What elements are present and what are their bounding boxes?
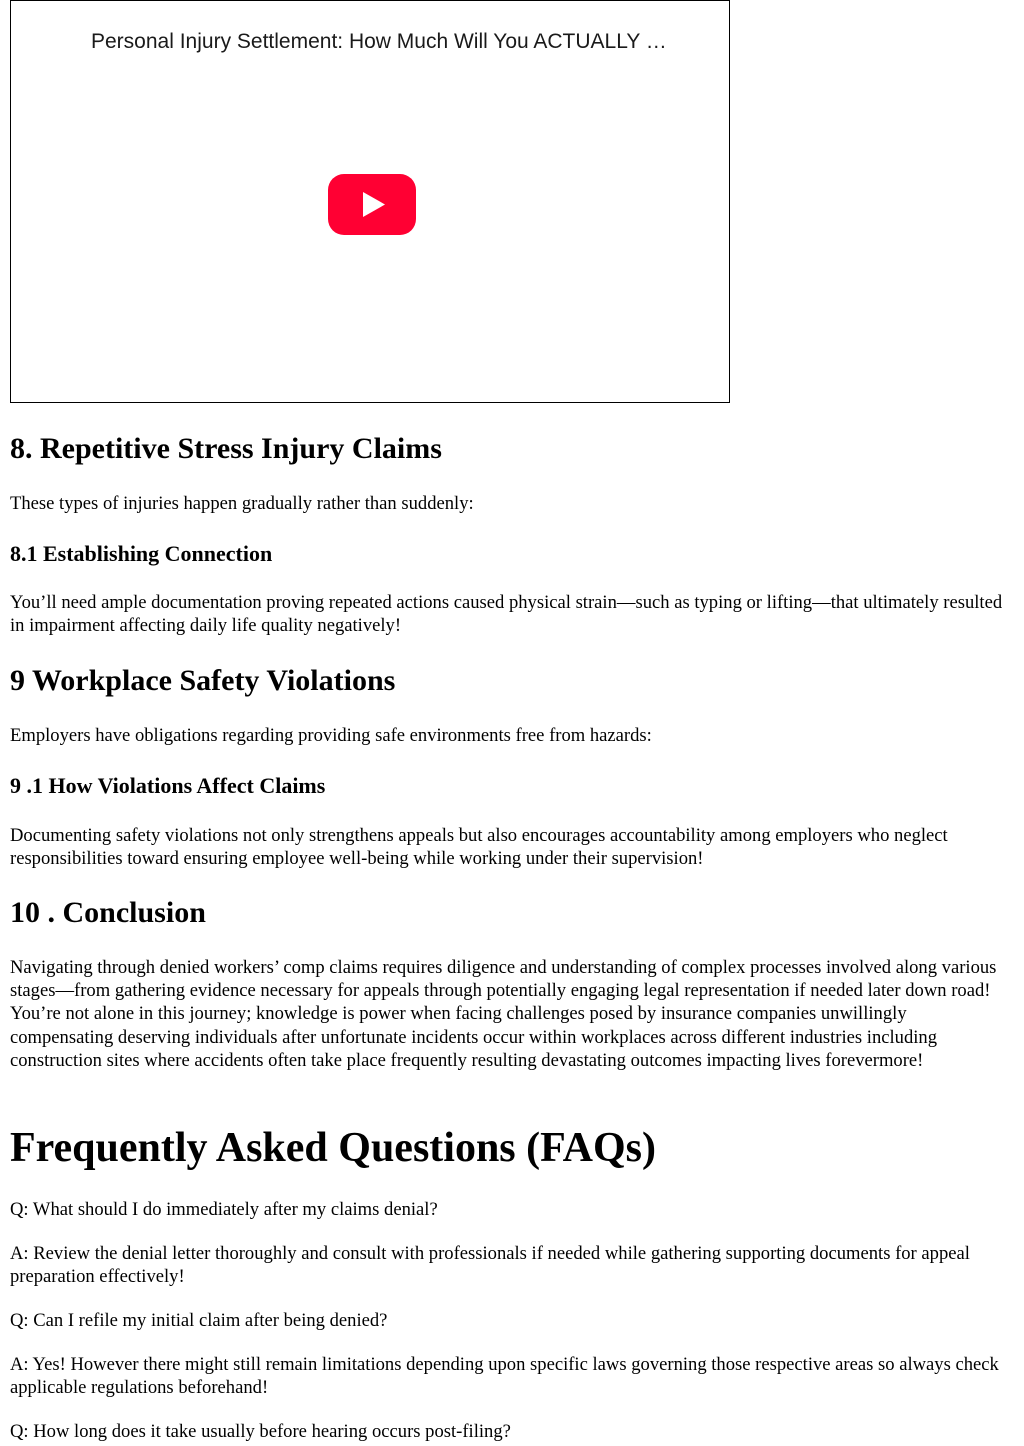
faq-heading: Frequently Asked Questions (FAQs) (10, 1125, 656, 1171)
subsection-heading: 9 .1 How Violations Affect Claims (10, 773, 326, 798)
faq-question: Q: Can I refile my initial claim after being denied? (10, 1310, 388, 1331)
faq-answer: A: Yes! However there might still remain limitations depending upon specific laws governing those respective areas so always check applicable regulations beforehand! (10, 1354, 999, 1399)
paragraph: Navigating through denied workers’ comp claims requires diligence and understanding of complex processes involved along various stages—from gathering evidence necessary for appeals through potentially engaging legal representation if needed later down road! You’re not alone in this journey; knowledge is power when facing challenges posed by insurance companies unwillingly compensating deserving individuals after unfortunate incidents occur within workplaces across different industries including construction sites where accidents often take place frequently resulting devastating outcomes impacting lives forevermore! (10, 957, 997, 1071)
video-title[interactable]: Personal Injury Settlement: How Much Will You ACTUALLY … (91, 30, 667, 53)
faq-question: Q: How long does it take usually before hearing occurs post-filing? (10, 1421, 511, 1442)
youtube-play-icon[interactable] (328, 174, 416, 235)
paragraph: You’ll need ample documentation proving repeated actions caused physical strain—such as typing or lifting—that ultimately resulted in impairment affecting daily life quality negatively! (10, 592, 1003, 637)
section-heading: 8. Repetitive Stress Injury Claims (10, 432, 442, 465)
faq-question: Q: What should I do immediately after my claims denial? (10, 1199, 438, 1220)
paragraph: Employers have obligations regarding providing safe environments free from hazards: (10, 725, 652, 746)
embedded-video[interactable] (10, 0, 730, 403)
paragraph: Documenting safety violations not only strengthens appeals but also encourages accountability among employers who neglect responsibilities toward ensuring employee well-being while working under their supervision! (10, 825, 948, 870)
section-heading: 10 . Conclusion (10, 896, 206, 929)
paragraph: These types of injuries happen gradually rather than suddenly: (10, 493, 474, 514)
faq-answer: A: Review the denial letter thoroughly and consult with professionals if needed while gathering supporting documents for appeal preparation effectively! (10, 1243, 970, 1288)
subsection-heading: 8.1 Establishing Connection (10, 541, 273, 566)
section-heading: 9 Workplace Safety Violations (10, 664, 396, 697)
